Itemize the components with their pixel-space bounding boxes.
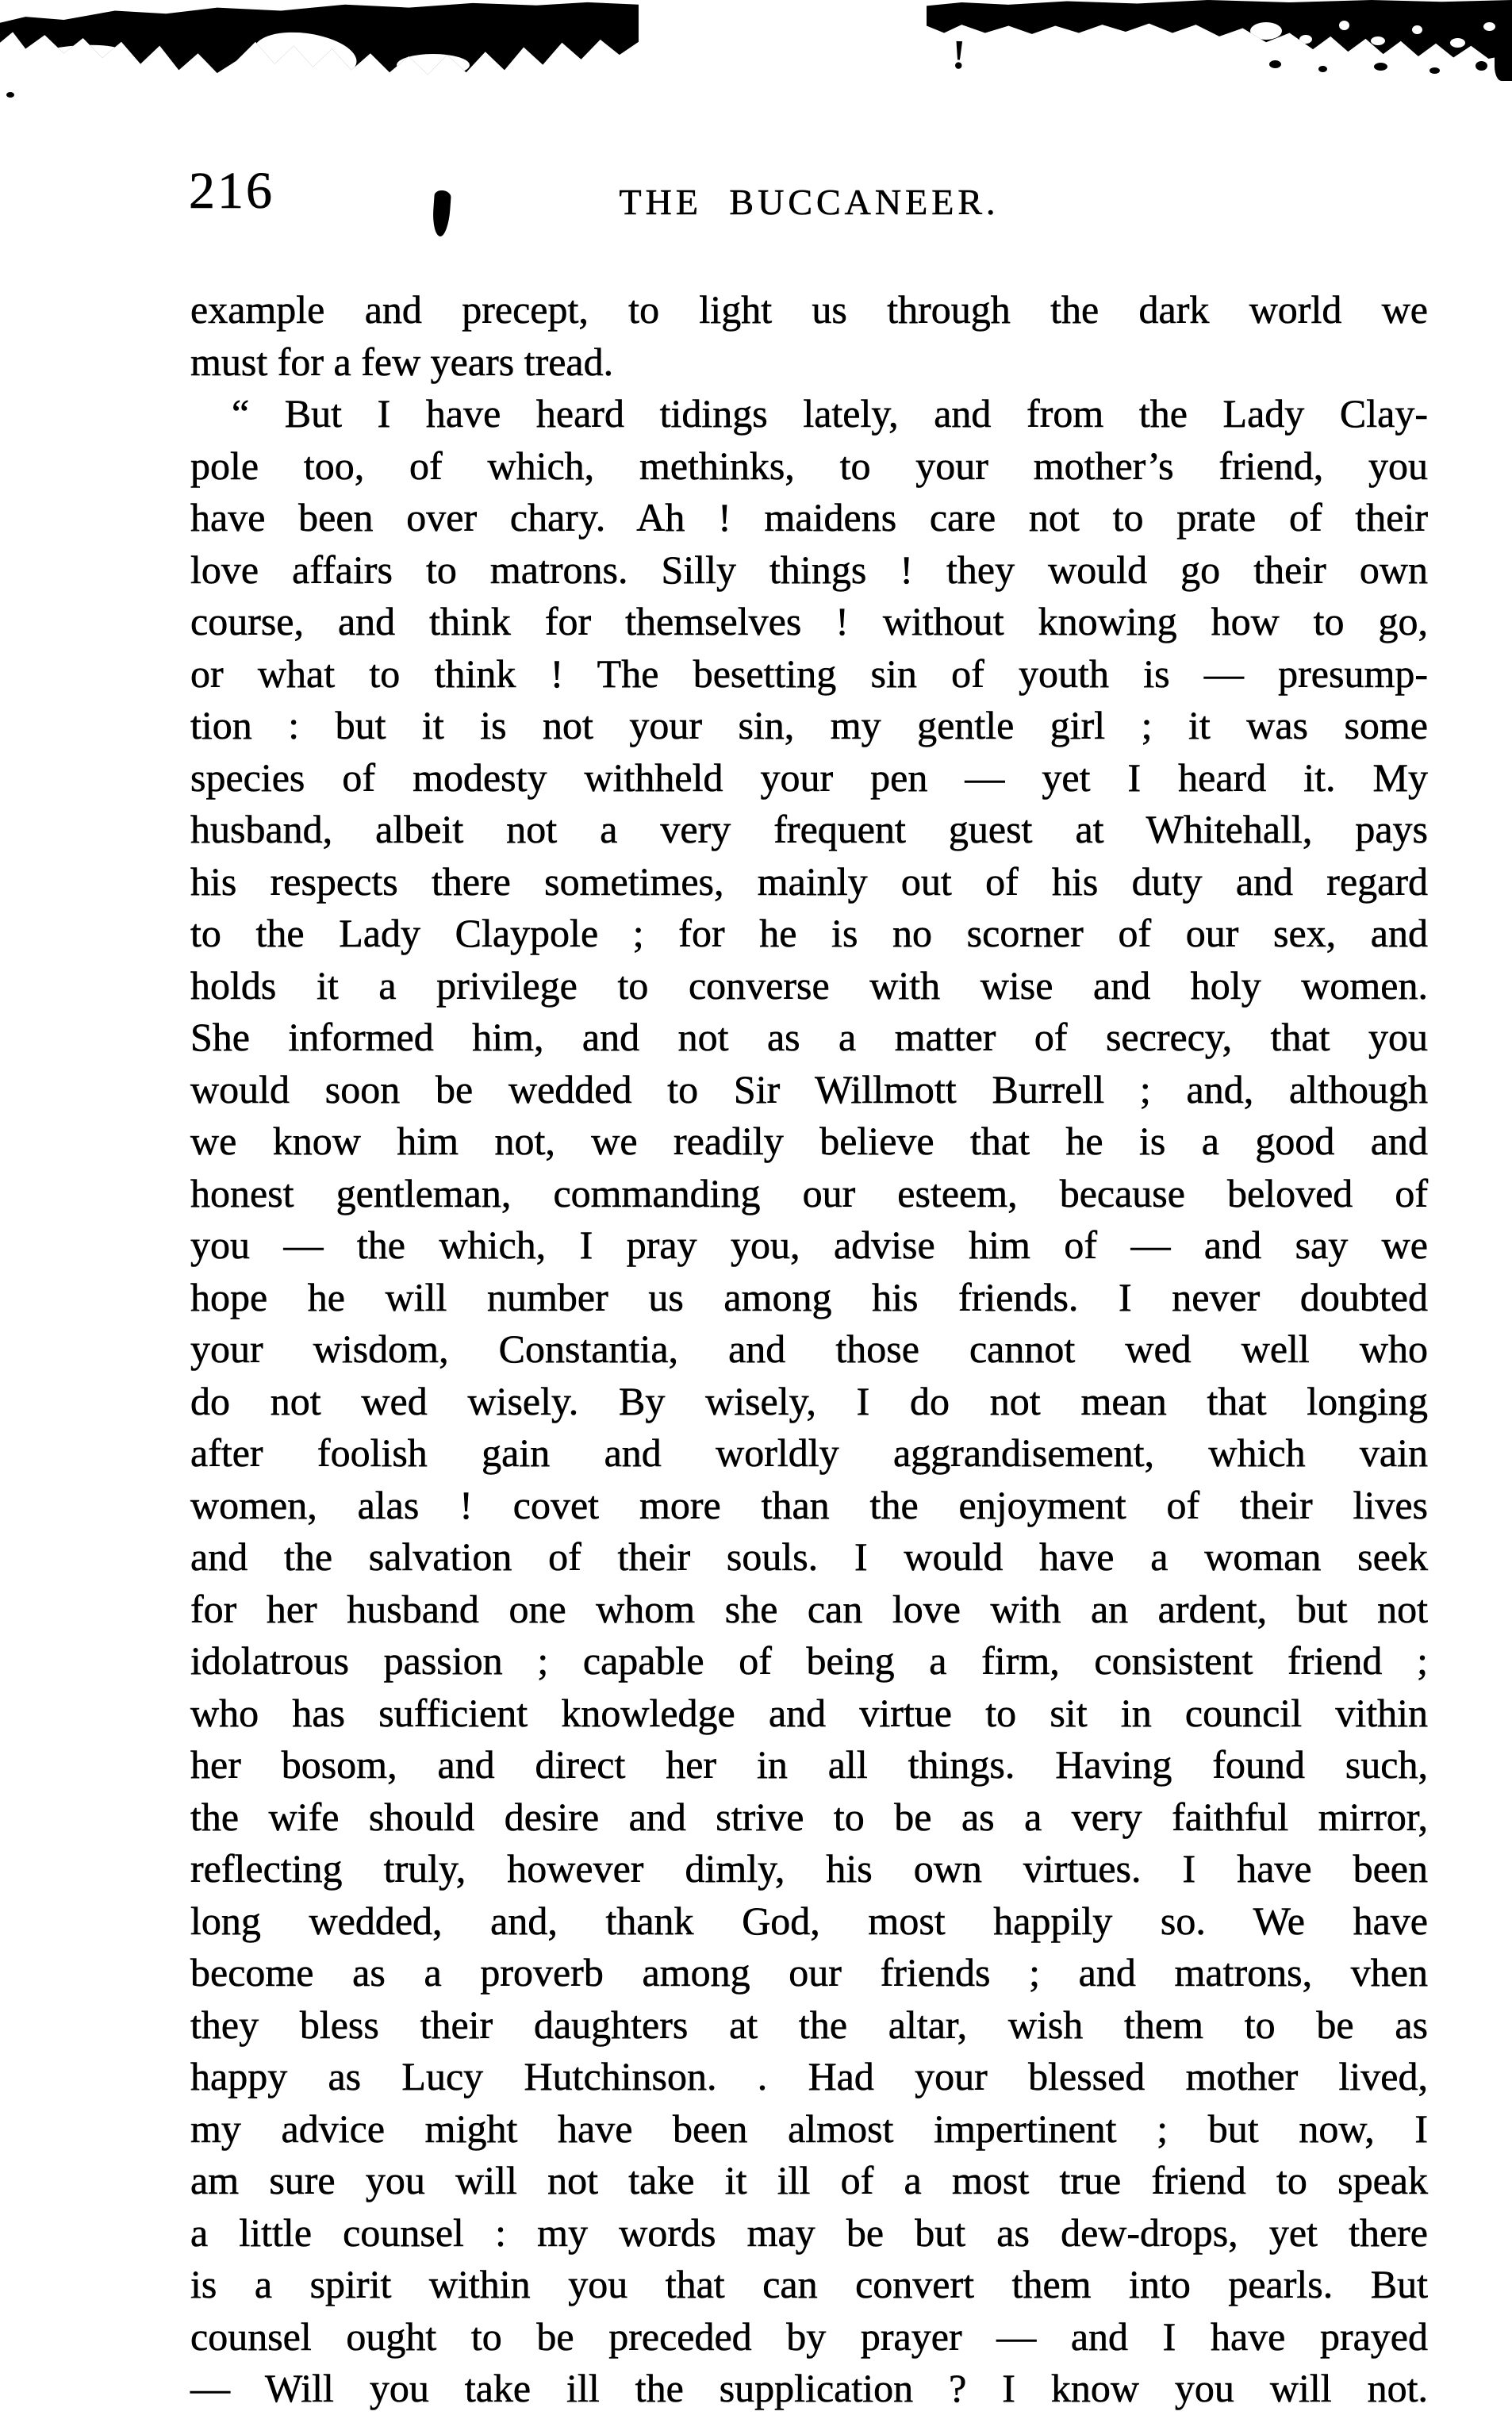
page-number: 216 (189, 162, 274, 220)
text-line: example and precept, to light us through the dark world we (190, 287, 1428, 332)
smudge-white-gap (1371, 36, 1385, 45)
text-line: — Will you take ill the supplication ? I know you will not. (190, 2366, 1428, 2410)
text-line: the wife should desire and strive to be as a very faithful mirror, (190, 1794, 1428, 1839)
scan-smudge-top-left-icon (0, 0, 639, 76)
text-line: after foolish gain and worldly aggrandisement, which vain (190, 1430, 1428, 1475)
text-line: a little counsel : my words may be but as dew-drops, yet there (190, 2210, 1428, 2255)
text-line: you — the which, I pray you, advise him of — and say we (190, 1223, 1428, 1267)
text-line: her bosom, and direct her in all things. Having found such, (190, 1742, 1428, 1787)
text-line: become as a proverb among our friends ; and matrons, vhen (190, 1950, 1428, 1995)
text-line: tion : but it is not your sin, my gentle girl ; it was some (190, 703, 1428, 747)
text-line: we know him not, we readily believe that he is a good and (190, 1119, 1428, 1163)
ink-speck (1269, 60, 1281, 68)
text-line: is a spirit within you that can convert them into pearls. But (190, 2262, 1428, 2306)
text-line: “ But I have heard tidings lately, and from the Lady Clay- (232, 391, 1428, 436)
ink-speck (1429, 67, 1440, 74)
text-line: honest gentleman, commanding our esteem, because beloved of (190, 1170, 1428, 1215)
text-line: his respects there sometimes, mainly out of his duty and regard (190, 858, 1428, 904)
smudge-white-gap (1412, 25, 1422, 34)
ink-speck (1318, 66, 1327, 72)
smudge-white-gap (397, 54, 470, 76)
text-line: to the Lady Claypole ; for he is no scorner of our sex, and (190, 911, 1428, 955)
text-line: my advice might have been almost impertinent ; but now, I (190, 2106, 1428, 2151)
ink-speck (6, 92, 14, 98)
text-line: women, alas ! covet more than the enjoyment of their lives (190, 1482, 1428, 1527)
text-line: happy as Lucy Hutchinson. . Had your blessed mother lived, (190, 2054, 1428, 2098)
stray-exclamation-mark: ! (951, 32, 967, 79)
text-line: long wedded, and, thank God, most happily so. We have (190, 1898, 1428, 1943)
text-line: pole too, of which, methinks, to your mother’s friend, you (190, 443, 1428, 488)
text-line: would soon be wedded to Sir Willmott Burrell ; and, although (190, 1066, 1428, 1112)
text-line: love affairs to matrons. Silly things ! they would go their own (190, 547, 1428, 592)
text-line: for her husband one whom she can love with an ardent, but not (190, 1586, 1428, 1631)
smudge-white-gap (1339, 21, 1349, 30)
text-line: hope he will number us among his friends. I never doubted (190, 1274, 1428, 1319)
page-body (190, 284, 1428, 2415)
text-line: She informed him, and not as a matter of secrecy, that you (190, 1015, 1428, 1059)
text-line: holds it a privilege to converse with wise and holy women. (190, 962, 1428, 1008)
smudge-white-gap (10, 40, 132, 85)
text-line: husband, albeit not a very frequent guest at Whitehall, pays (190, 807, 1428, 851)
smudge-white-gap (1450, 38, 1465, 48)
text-line: and the salvation of their souls. I would have a woman seek (190, 1534, 1428, 1579)
text-line: your wisdom, Constantia, and those cannot wed well who (190, 1327, 1428, 1371)
running-title: THE BUCCANEER. (619, 182, 1000, 222)
text-line: course, and think for themselves ! without knowing how to go, (190, 599, 1428, 643)
text-line: counsel ought to be preceded by prayer — and I have prayed (190, 2313, 1428, 2359)
text-line: they bless their daughters at the altar, wish them to be as (190, 2002, 1428, 2047)
ink-speck (1476, 61, 1487, 71)
smudge-white-gap (1299, 35, 1312, 44)
text-line: who has sufficient knowledge and virtue to sit in council vithin (190, 1690, 1428, 1735)
ink-speck (1374, 63, 1387, 71)
text-line: reflecting truly, however dimly, his own virtues. I have been (190, 1846, 1428, 1891)
text-line: must for a few years tread. (190, 339, 614, 384)
scan-smudge-top-right-icon (927, 0, 1512, 59)
ink-speck (1495, 44, 1512, 81)
text-line: idolatrous passion ; capable of being a firm, consistent friend ; (190, 1638, 1428, 1683)
text-line: am sure you will not take it ill of a most true friend to speak (190, 2158, 1428, 2202)
smudge-white-gap (251, 26, 360, 85)
smudge-white-gap (1250, 22, 1282, 40)
smudge-white-gap (1483, 22, 1495, 31)
text-line: or what to think ! The besetting sin of youth is — presump- (190, 651, 1428, 696)
text-line: have been over chary. Ah ! maidens care not to prate of their (190, 495, 1428, 539)
text-line: do not wed wisely. By wisely, I do not mean that longing (190, 1378, 1428, 1423)
text-line: species of modesty withheld your pen — yet I heard it. My (190, 754, 1428, 800)
